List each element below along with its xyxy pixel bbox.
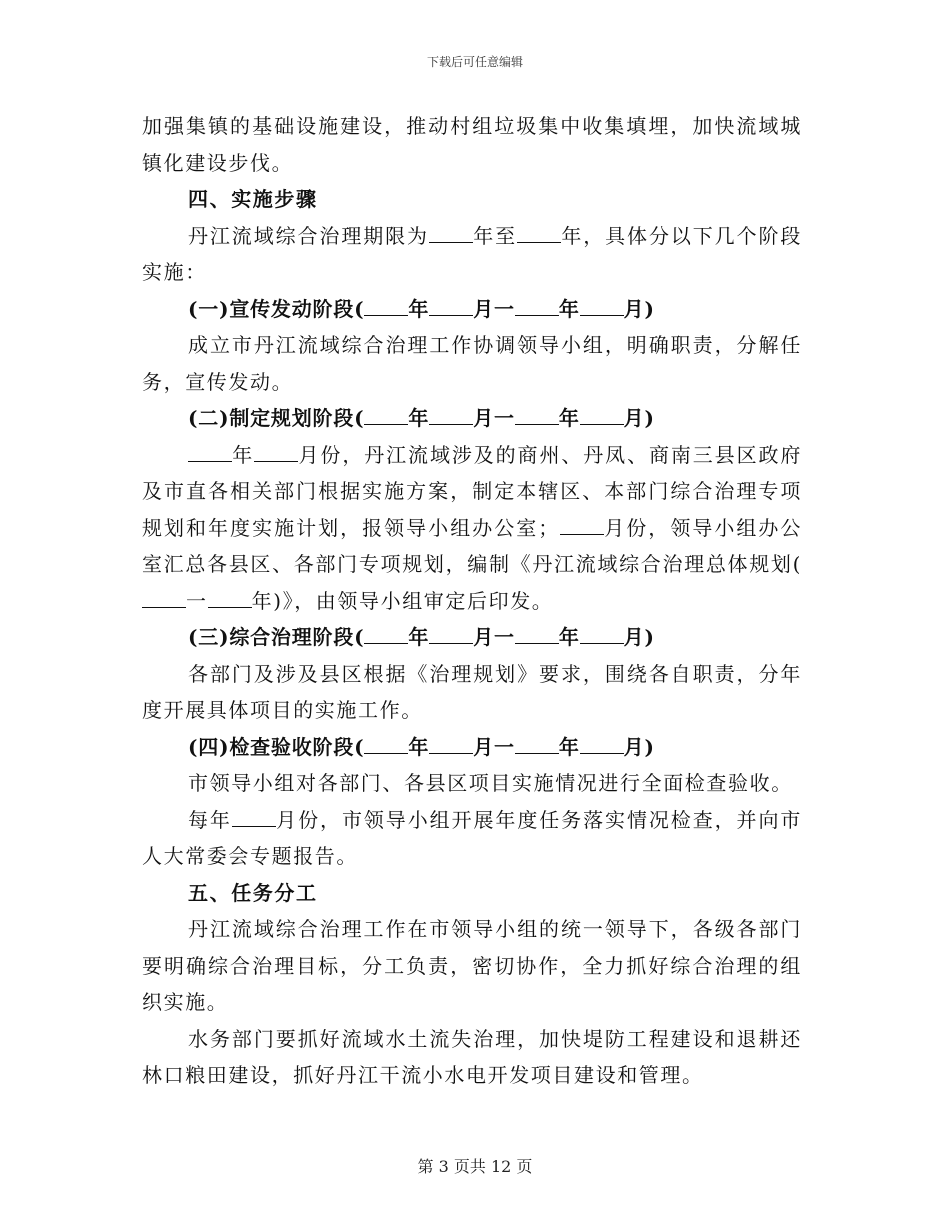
blank-field [515, 623, 559, 644]
dash-label: 一 [494, 734, 515, 759]
paragraph-stage4-a: 市领导小组对各部门、各县区项目实施情况进行全面检查验收。 [188, 771, 793, 795]
paragraph-task-leadership: 丹江流域综合治理工作在市领导小组的统一领导下，各级各部门要明确综合治理目标，分工负责，密切协作，全力抓好综合治理的组织实施。 [142, 917, 802, 1014]
paragraph-stage1: 成立市丹江流域综合治理工作协调领导小组，明确职责，分解任务，宣传发动。 [142, 333, 802, 394]
dash-label: 一 [494, 625, 515, 649]
blank-field [429, 222, 473, 243]
period-text-a: 丹江流域综合治理期限为 [188, 223, 429, 248]
close-paren: ) [644, 296, 655, 321]
paragraph-task-water: 水务部门要抓好流域水土流失治理，加快堤防工程建设和退耕还林口粮田建设，抓好丹江干流小水电开发项目建设和管理。 [142, 1026, 802, 1087]
stage2-text-c: 月份，领导小组办公室汇总各县区、各部门专项规划，编制《丹江流域综合治理总体规划( [142, 515, 802, 576]
stage2-text-e: 年)》，由领导小组审定后印发。 [251, 588, 554, 613]
paragraph-infrastructure: 加强集镇的基础设施建设，推动村组垃圾集中收集填埋，加快流域城镇化建设步伐。 [142, 114, 802, 175]
stage2-text-d: 一 [186, 588, 208, 613]
close-paren: ) [644, 406, 655, 430]
section-heading-tasks: 五、任务分工 [188, 880, 318, 905]
stage-heading-publicity [142, 291, 802, 328]
stage2-text-a: 年 [232, 442, 255, 467]
stage-title: (四)检查验收阶段( [188, 734, 365, 759]
blank-field [580, 733, 624, 754]
blank-field [580, 295, 624, 316]
stage4-text-a: 每年 [188, 807, 232, 832]
stage-heading-governance [142, 619, 802, 656]
blank-field [232, 806, 276, 827]
blank-field [142, 587, 186, 608]
month-label: 月 [473, 625, 495, 649]
stage-title: (三)综合治理阶段( [188, 625, 365, 649]
year-label: 年 [558, 625, 580, 649]
month-label: 月 [623, 296, 645, 321]
month-label: 月 [473, 734, 495, 759]
blank-field [517, 222, 561, 243]
year-label: 年 [408, 734, 430, 759]
year-label: 年 [408, 406, 430, 430]
blank-field [188, 441, 232, 462]
blank-field [580, 404, 624, 425]
paragraph-stage4-b [142, 802, 802, 875]
close-paren: ) [644, 625, 655, 649]
stage-heading-planning [142, 400, 802, 437]
section-heading-implementation: 四、实施步骤 [188, 187, 318, 211]
month-label: 月 [473, 296, 495, 321]
stage-heading-inspection [142, 729, 802, 766]
month-label: 月 [623, 406, 645, 430]
paragraph-period [142, 218, 802, 291]
year-label: 年 [558, 734, 580, 759]
month-label: 月 [623, 625, 645, 649]
blank-field [364, 404, 408, 425]
blank-field [515, 404, 559, 425]
page-header: 下载后可任意编辑 [426, 55, 523, 69]
stage-title: (一)宣传发动阶段( [188, 296, 365, 321]
blank-field [429, 295, 473, 316]
blank-field [254, 441, 298, 462]
blank-field [560, 514, 604, 535]
stage-title: (二)制定规划阶段( [188, 406, 365, 430]
document-body [142, 108, 802, 1094]
blank-field [364, 295, 408, 316]
year-label: 年 [408, 296, 430, 321]
blank-field [515, 295, 559, 316]
year-label: 年 [558, 406, 580, 430]
year-label: 年 [558, 296, 580, 321]
blank-field [429, 623, 473, 644]
blank-field [429, 404, 473, 425]
blank-field [429, 733, 473, 754]
paragraph-stage3: 各部门及涉及县区根据《治理规划》要求，围绕各自职责，分年度开展具体项目的实施工作。 [142, 661, 802, 722]
blank-field [580, 623, 624, 644]
year-label: 年 [408, 625, 430, 649]
dash-label: 一 [494, 406, 515, 430]
blank-field [208, 587, 252, 608]
dash-label: 一 [494, 296, 515, 321]
month-label: 月 [473, 406, 495, 430]
paragraph-stage2 [142, 437, 802, 620]
stage2-text-b: 月份，丹江流域涉及的商州、丹凤、商南三县区政府及市直各相关部门根据实施方案，制定本辖区、本部门综合治理专项规划和年度实施计划，报领导小组办公室； [142, 442, 802, 540]
blank-field [364, 623, 408, 644]
period-text-b: 年至 [472, 223, 518, 248]
month-label: 月 [623, 734, 645, 759]
period-text-c: 年，具体分以下几个阶段实施： [142, 223, 802, 284]
blank-field [515, 733, 559, 754]
close-paren: ) [644, 734, 655, 759]
blank-field [364, 733, 408, 754]
page-footer: 第 3 页共 12 页 [417, 1157, 533, 1176]
stage4-text-b: 月份，市领导小组开展年度任务落实情况检查，并向市人大常委会专题报告。 [142, 807, 803, 868]
